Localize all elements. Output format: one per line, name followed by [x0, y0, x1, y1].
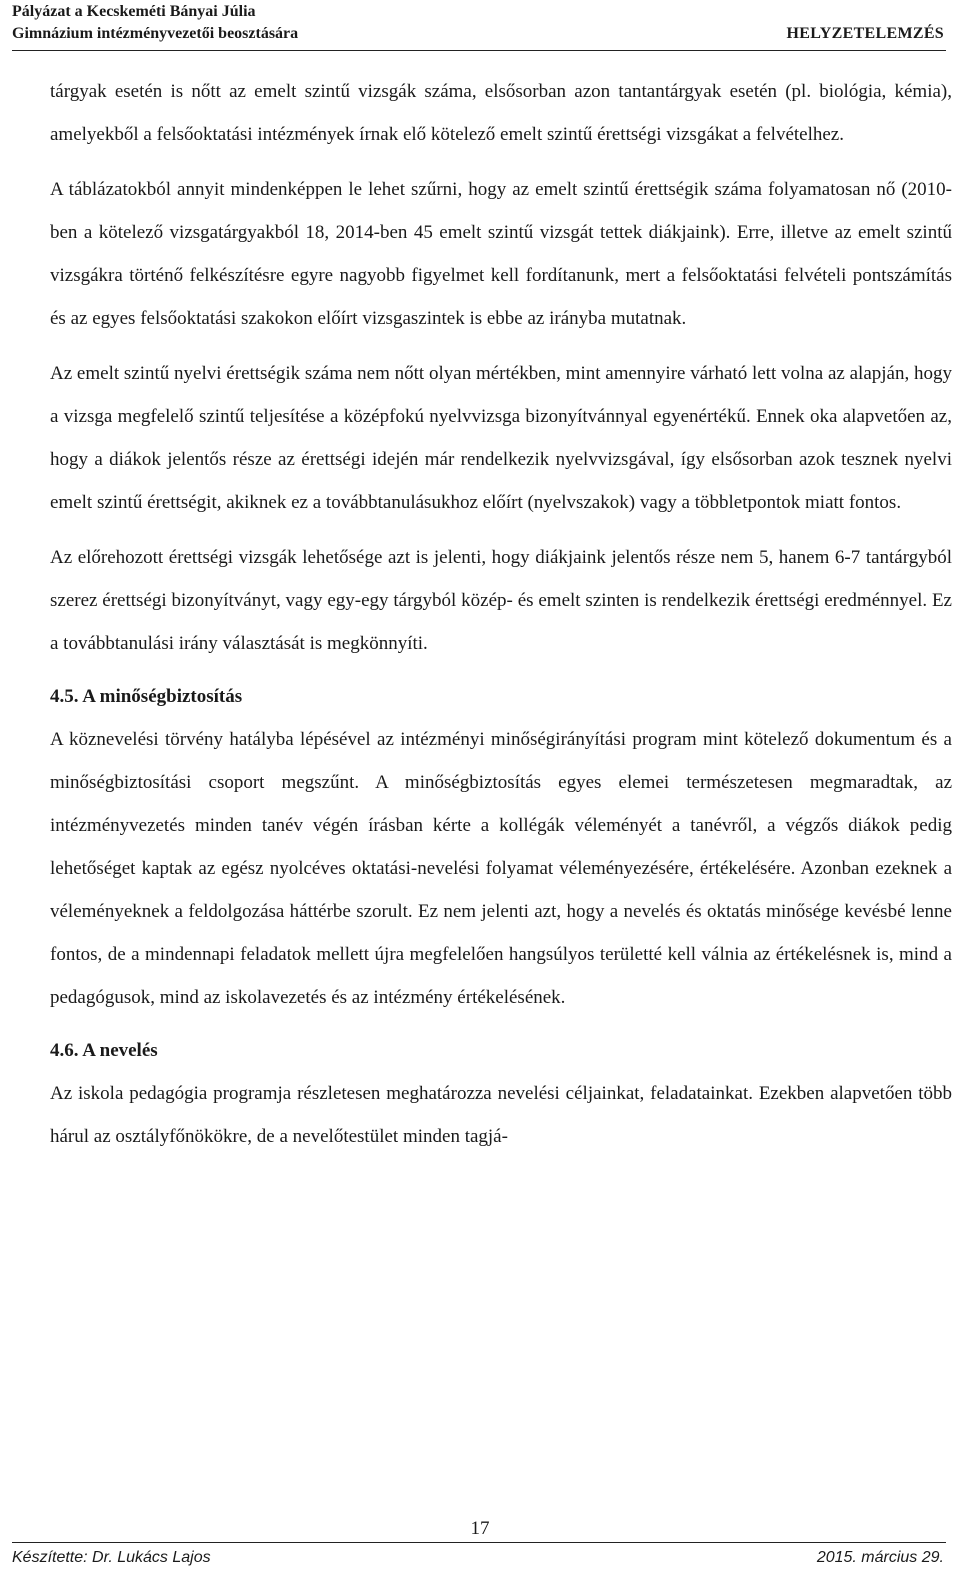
header-section-name: HELYZETELEMZÉS: [786, 25, 944, 42]
paragraph-3: Az emelt szintű nyelvi érettségik száma nem nőtt olyan mértékben, mint amennyire várható lett volna az alapján, hogy a vizsga megfelelő szintű teljesítése a középfokú nyelvvizsga bizonyítvánnyal egyenértékű. Ennek oka alapvetően az, hogy a diákok jelentős része az érettségi idején már rendelkezik nyelvvizsgával, így elsősorban azok tesznek nyelvi emelt szintű érettségit, akiknek ez a továbbtanulásukhoz előírt (nyelvszakok) vagy a többletpontok miatt fontos.: [50, 363, 952, 513]
paragraph-2: A táblázatokból annyit mindenképpen le lehet szűrni, hogy az emelt szintű érettségik száma folyamatosan nő (2010-ben a kötelező vizsgatárgyakból 18, 2014-ben 45 emelt szintű vizsgát tettek diákjaink). Erre, illetve az emelt szintű vizsgákra történő felkészítésre egyre nagyobb figyelmet kell fordítanunk, mert a felsőoktatási felvételi pontszámítás és az egyes felsőoktatási szakokon előírt vizsgaszintek is ebbe az irányba mutatnak.: [50, 179, 952, 329]
page-number: 17: [470, 1518, 490, 1539]
footer-author: Készítette: Dr. Lukács Lajos: [12, 1549, 211, 1566]
paragraph-5: A köznevelési törvény hatályba lépésével az intézményi minőségirányítási program mint kötelező dokumentum és a minőségbiztosítási csoport megszűnt. A minőségbiztosítás egyes elemei természetesen megmaradtak, az intézményvezetés minden tanév végén írásban kérte a kollégák véleményét a tanévről, a végzős diákok pedig lehetőséget kaptak az egész nyolcéves oktatási-nevelési folyamat véleményezésére, értékelésére. Azonban ezeknek a véleményeknek a feldolgozása háttérbe szorult. Ez nem jelenti azt, hogy a nevelés és oktatás minősége kevésbé lenne fontos, de a mindennapi feladatok mellett újra megfelelően hangsúlyos területté kell válnia az értékelésnek is, mind a pedagógusok, mind az iskolavezetés és az intézmény értékelésének.: [50, 729, 952, 1008]
header-title-line1: Pályázat a Kecskeméti Bányai Júlia: [12, 3, 256, 20]
page-header: [12, 0, 946, 51]
page-footer: [12, 1542, 946, 1573]
paragraph-1: tárgyak esetén is nőtt az emelt szintű vizsgák száma, elsősorban azon tantantárgyak esetén (pl. biológia, kémia), amelyekből a felsőoktatási intézmények írnak elő kötelező emelt szintű érettségi vizsgákat a felvételhez.: [50, 81, 952, 145]
paragraph-6: Az iskola pedagógia programja részletesen meghatározza nevelési céljainkat, feladatainkat. Ezekben alapvetően több hárul az osztályfőnökökre, de a nevelőtestület minden tagjá-: [50, 1083, 952, 1147]
section-heading-4-6: 4.6. A nevelés: [50, 1040, 158, 1061]
paragraph-4: Az előrehozott érettségi vizsgák lehetősége azt is jelenti, hogy diákjaink jelentős része nem 5, hanem 6-7 tantárgyból szerez érettségi bizonyítványt, vagy egy-egy tárgyból közép- és emelt szinten is rendelkezik érettségi eredménnyel. Ez a továbbtanulási irány választását is megkönnyíti.: [50, 547, 952, 654]
header-title-line2: Gimnázium intézményvezetői beosztására: [12, 25, 299, 42]
footer-date: 2015. március 29.: [816, 1549, 944, 1566]
document-body: [50, 70, 952, 1158]
section-heading-4-5: 4.5. A minőségbiztosítás: [50, 686, 243, 707]
